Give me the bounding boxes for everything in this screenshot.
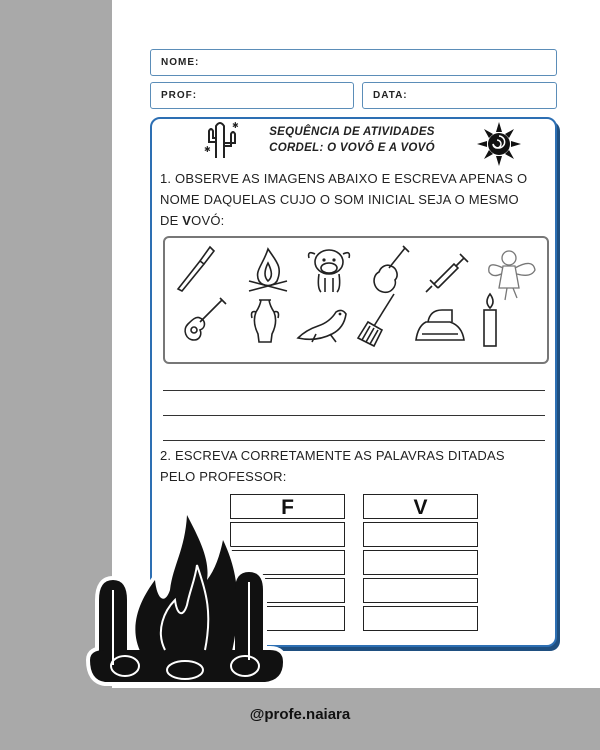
answer-line[interactable] xyxy=(163,440,545,441)
column-v-cell[interactable] xyxy=(363,606,478,631)
violin-icon xyxy=(365,242,411,298)
question-2 xyxy=(160,445,550,487)
nome-field[interactable] xyxy=(150,49,557,76)
answer-line[interactable] xyxy=(163,390,545,391)
worksheet-title xyxy=(262,124,442,156)
question-1-line-1: 1. OBSERVE AS IMAGENS ABAIXO E ESCREVA APENAS O xyxy=(160,171,528,186)
column-v xyxy=(363,494,478,634)
question-2-line-1: 2. ESCREVA CORRETAMENTE AS PALAVRAS DITADAS xyxy=(160,448,505,463)
broom-icon xyxy=(354,292,400,350)
question-1 xyxy=(160,168,550,231)
question-2-line-2: PELO PROFESSOR: xyxy=(160,469,287,484)
vase-icon xyxy=(250,296,280,346)
answer-line[interactable] xyxy=(163,415,545,416)
question-1-line-2: NOME DAQUELAS CUJO O SOM INICIAL SEJA O MESMO xyxy=(160,192,519,207)
column-v-cell[interactable] xyxy=(363,550,478,575)
svg-text:✱: ✱ xyxy=(232,121,239,130)
column-v-cell[interactable] xyxy=(363,578,478,603)
cactus-icon xyxy=(200,118,240,160)
seal-icon xyxy=(296,304,350,344)
data-label: DATA: xyxy=(373,90,408,101)
question-1-suffix: OVÓ: xyxy=(191,213,225,228)
cow-icon xyxy=(305,242,353,296)
sun-icon xyxy=(476,121,522,167)
column-v-cell[interactable] xyxy=(363,522,478,547)
column-f-header: F xyxy=(230,494,345,519)
knife-icon xyxy=(172,243,216,293)
question-1-line-3 xyxy=(160,210,550,231)
candle-icon xyxy=(478,292,502,350)
title-line-1: SEQUÊNCIA DE ATIVIDADES xyxy=(269,126,435,138)
syringe-icon xyxy=(420,250,468,298)
prof-field[interactable] xyxy=(150,82,354,109)
iron-icon xyxy=(412,306,468,346)
column-v-header: V xyxy=(363,494,478,519)
svg-text:✱: ✱ xyxy=(204,145,211,154)
watermark: @profe.naiara xyxy=(249,706,351,723)
title-line-2: CORDEL: O VOVÔ E A VOVÓ xyxy=(269,142,435,154)
nome-label: NOME: xyxy=(161,57,200,68)
ukulele-icon xyxy=(180,294,230,344)
data-field[interactable] xyxy=(362,82,557,109)
fire-cactus-illustration xyxy=(85,510,285,690)
question-1-prefix: DE xyxy=(160,213,183,228)
question-1-bold-letter: V xyxy=(182,213,192,228)
bonfire-icon xyxy=(245,245,291,295)
prof-label: PROF: xyxy=(161,90,198,101)
